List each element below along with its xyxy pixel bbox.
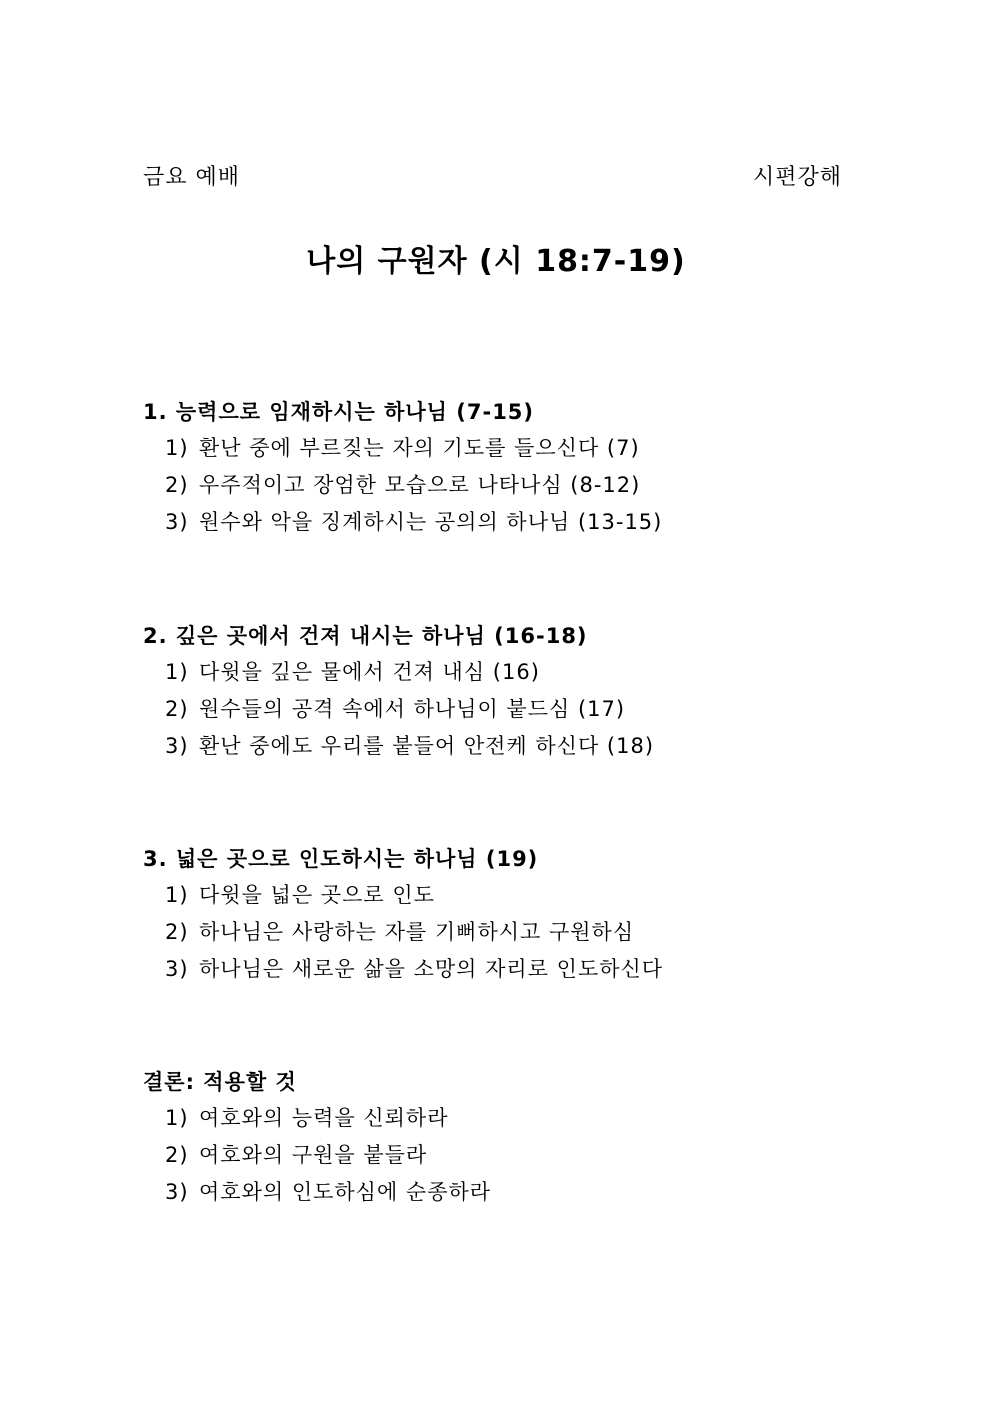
section-2 xyxy=(143,618,863,765)
point-number: 1) xyxy=(165,1106,189,1130)
section-point xyxy=(143,1100,863,1137)
point-text: 다윗을 깊은 물에서 건져 내심 (16) xyxy=(199,660,540,684)
section-point xyxy=(143,691,863,728)
section-point xyxy=(143,1174,863,1211)
point-number: 3) xyxy=(165,957,189,981)
point-number: 1) xyxy=(165,883,189,907)
point-number: 2) xyxy=(165,1143,189,1167)
point-text: 환난 중에 부르짖는 자의 기도를 들으신다 (7) xyxy=(199,436,640,460)
section-point xyxy=(143,467,863,504)
point-number: 2) xyxy=(165,920,189,944)
point-number: 3) xyxy=(165,734,189,758)
point-text: 원수와 악을 징계하시는 공의의 하나님 (13-15) xyxy=(199,510,663,534)
section-heading: 결론: 적용할 것 xyxy=(143,1070,297,1094)
point-number: 2) xyxy=(165,697,189,721)
section-point xyxy=(143,1137,863,1174)
point-text: 여호와의 구원을 붙들라 xyxy=(199,1143,428,1167)
section-3 xyxy=(143,841,863,988)
section-heading: 3. 넓은 곳으로 인도하시는 하나님 (19) xyxy=(143,847,539,871)
point-text: 여호와의 능력을 신뢰하라 xyxy=(199,1106,449,1130)
point-text: 원수들의 공격 속에서 하나님이 붙드심 (17) xyxy=(199,697,626,721)
conclusion-section xyxy=(143,1064,863,1211)
point-text: 우주적이고 장엄한 모습으로 나타나심 (8-12) xyxy=(199,473,641,497)
point-number: 1) xyxy=(165,660,189,684)
point-text: 환난 중에도 우리를 붙들어 안전케 하신다 (18) xyxy=(199,734,655,758)
sermon-title: 나의 구원자 (시 18:7-19) xyxy=(306,244,686,279)
series-label: 시편강해 xyxy=(752,165,842,190)
point-text: 다윗을 넓은 곳으로 인도 xyxy=(199,883,435,907)
section-point xyxy=(143,430,863,467)
point-text: 여호와의 인도하심에 순종하라 xyxy=(199,1180,492,1204)
point-number: 3) xyxy=(165,510,189,534)
point-number: 1) xyxy=(165,436,189,460)
section-point xyxy=(143,914,863,951)
section-heading: 1. 능력으로 임재하시는 하나님 (7-15) xyxy=(143,400,535,424)
section-1 xyxy=(143,394,863,541)
service-label: 금요 예배 xyxy=(143,165,241,190)
section-point xyxy=(143,951,863,988)
section-point xyxy=(143,654,863,691)
point-text: 하나님은 사랑하는 자를 기뻐하시고 구원하심 xyxy=(199,920,635,944)
section-point xyxy=(143,728,863,765)
point-number: 2) xyxy=(165,473,189,497)
point-text: 하나님은 새로운 삶을 소망의 자리로 인도하신다 xyxy=(199,957,664,981)
section-heading: 2. 깊은 곳에서 건져 내시는 하나님 (16-18) xyxy=(143,624,588,648)
section-point xyxy=(143,504,863,541)
point-number: 3) xyxy=(165,1180,189,1204)
section-point xyxy=(143,877,863,914)
